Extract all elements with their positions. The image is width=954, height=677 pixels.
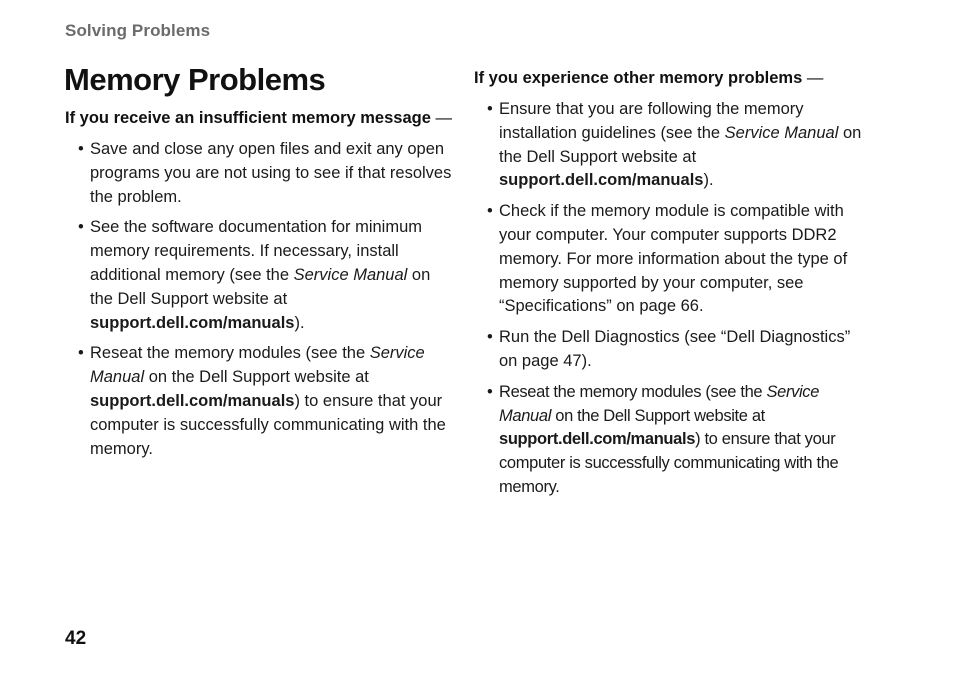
insufficient-memory-subhead <box>65 106 455 130</box>
list-item <box>474 381 864 500</box>
list-item-text: on the Dell Support website at <box>144 368 369 387</box>
bullet-icon: • <box>487 202 493 221</box>
manual-title: Service Manual <box>724 123 839 142</box>
list-item-text: See the software documentation for minimum memory requirements. If necessary, install additional memory (see the <box>90 218 422 284</box>
list-item-text: Check if the memory module is compatible with your computer. Your computer supports DDR2 memory. For more information about the type of memory supported by your computer, see “Specifications” on page 66. <box>499 202 848 316</box>
list-item-text: Reseat the memory modules (see the <box>499 382 767 401</box>
list-item-text: on the Dell Support website at <box>90 265 431 308</box>
section-header: Solving Problems <box>65 21 211 40</box>
right-column <box>474 66 864 507</box>
other-memory-list <box>474 98 864 374</box>
list-item <box>474 200 864 319</box>
list-item <box>65 138 455 209</box>
bullet-icon: • <box>78 140 84 158</box>
bullet-icon: • <box>487 328 493 347</box>
page-title: Memory Problems <box>64 62 326 97</box>
manual-title: Service Manual <box>293 265 408 284</box>
support-url: support.dell.com/manuals <box>499 171 704 190</box>
list-item <box>65 342 455 461</box>
manual-title: Service Manual <box>499 382 820 425</box>
list-item <box>474 98 864 193</box>
list-item-text: ). <box>294 313 305 332</box>
other-memory-list-continued <box>474 381 864 500</box>
list-item-text: Reseat the memory modules (see the <box>90 344 370 363</box>
bullet-icon: • <box>78 344 84 363</box>
list-item-text: Ensure that you are following the memory installation guidelines (see the <box>499 100 804 142</box>
insufficient-memory-list <box>65 138 455 461</box>
list-item <box>474 326 864 374</box>
list-item-text: on the Dell Support website at <box>551 406 765 425</box>
support-url: support.dell.com/manuals <box>90 391 295 410</box>
list-item <box>65 216 455 335</box>
bullet-icon: • <box>487 382 493 401</box>
list-item-text: ). <box>703 171 714 190</box>
support-url: support.dell.com/manuals <box>90 313 295 332</box>
page-number: 42 <box>65 628 87 649</box>
list-item-text: Run the Dell Diagnostics (see “Dell Diagnostics” on page 47). <box>499 328 851 370</box>
list-item-text: Save and close any open files and exit any open programs you are not using to see if that resolves the problem. <box>90 140 452 206</box>
bullet-icon: • <box>487 100 493 118</box>
left-column <box>65 106 455 468</box>
list-item-text: ) to ensure that your computer is successfully communicating with the memory. <box>90 391 446 458</box>
support-url: support.dell.com/manuals <box>499 430 696 449</box>
list-item-text: ) to ensure that your computer is successfully communicating with the memory. <box>499 430 839 496</box>
subhead-text: If you receive an insufficient memory message <box>65 109 431 127</box>
bullet-icon: • <box>78 218 84 237</box>
subhead-dash: — <box>435 109 452 127</box>
subhead-dash: — <box>806 69 824 87</box>
subhead-text: If you experience other memory problems <box>474 69 803 87</box>
manual-title: Service Manual <box>90 344 425 387</box>
other-memory-subhead <box>474 66 864 90</box>
list-item-text: on the Dell Support website at <box>499 123 862 166</box>
